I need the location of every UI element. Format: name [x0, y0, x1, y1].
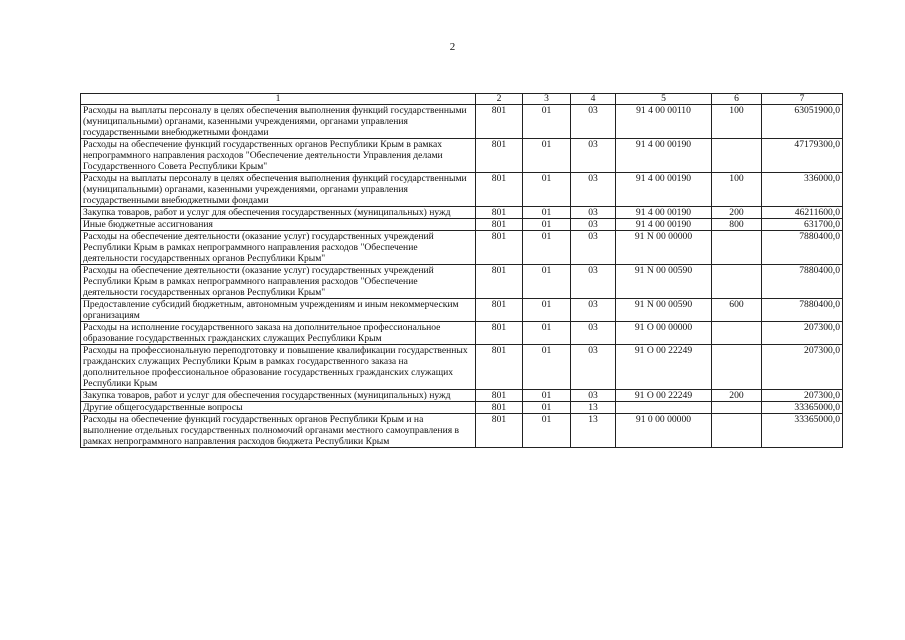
- row-description: Расходы на исполнение государственного заказа на дополнительное профессиональное образование государственных гражданских служащих Республики Крым: [81, 322, 476, 345]
- table-row: [81, 345, 843, 390]
- cell-ministry-code: 801: [476, 219, 523, 231]
- cell-amount: 207300,0: [762, 390, 843, 402]
- column-header: 3: [523, 94, 571, 105]
- cell-subsection-code: 03: [571, 322, 616, 345]
- cell-expense-type: [712, 414, 762, 448]
- cell-section-code: 01: [523, 414, 571, 448]
- table-row: [81, 265, 843, 299]
- page-number: 2: [449, 41, 456, 53]
- cell-section-code: 01: [523, 265, 571, 299]
- row-description: Расходы на обеспечение деятельности (оказание услуг) государственных учреждений Республики Крым в рамках непрограммного направления расходов "Обеспечение деятельности государственных органов Республики Крым": [81, 231, 476, 265]
- row-description: Другие общегосударственные вопросы: [81, 402, 476, 414]
- cell-subsection-code: 03: [571, 139, 616, 173]
- cell-section-code: 01: [523, 390, 571, 402]
- cell-target-article: 91 N 00 00590: [616, 299, 712, 322]
- cell-subsection-code: 03: [571, 345, 616, 390]
- cell-target-article: 91 О 00 22249: [616, 390, 712, 402]
- table-row: [81, 414, 843, 448]
- row-description: Расходы на обеспечение функций государственных органов Республики Крым в рамках непрограммного направления расходов "Обеспечение деятельности Управления делами Государственного Совета Республики Крым": [81, 139, 476, 173]
- cell-ministry-code: 801: [476, 173, 523, 207]
- cell-amount: 7880400,0: [762, 231, 843, 265]
- row-description: Иные бюджетные ассигнования: [81, 219, 476, 231]
- cell-amount: 336000,0: [762, 173, 843, 207]
- table-row: [81, 402, 843, 414]
- cell-subsection-code: 03: [571, 390, 616, 402]
- cell-section-code: 01: [523, 345, 571, 390]
- table-row: [81, 105, 843, 139]
- cell-section-code: 01: [523, 219, 571, 231]
- column-header: 1: [81, 94, 476, 105]
- table-row: [81, 207, 843, 219]
- cell-amount: 631700,0: [762, 219, 843, 231]
- cell-target-article: 91 О 00 00000: [616, 322, 712, 345]
- cell-amount: 207300,0: [762, 345, 843, 390]
- cell-expense-type: [712, 139, 762, 173]
- budget-table: [80, 93, 843, 448]
- cell-subsection-code: 13: [571, 402, 616, 414]
- cell-ministry-code: 801: [476, 139, 523, 173]
- cell-expense-type: 200: [712, 390, 762, 402]
- row-description: Расходы на обеспечение функций государственных органов Республики Крым и на выполнение отдельных государственных полномочий органами местного самоуправления в рамках непрограммного направления расходов бюджета Республики Крым: [81, 414, 476, 448]
- column-header: 5: [616, 94, 712, 105]
- cell-expense-type: 200: [712, 207, 762, 219]
- cell-amount: 7880400,0: [762, 265, 843, 299]
- cell-subsection-code: 03: [571, 173, 616, 207]
- cell-target-article: 91 4 00 00190: [616, 207, 712, 219]
- cell-section-code: 01: [523, 173, 571, 207]
- cell-target-article: 91 N 00 00590: [616, 265, 712, 299]
- cell-expense-type: 600: [712, 299, 762, 322]
- cell-target-article: 91 4 00 00190: [616, 139, 712, 173]
- cell-amount: 33365000,0: [762, 414, 843, 448]
- cell-section-code: 01: [523, 231, 571, 265]
- cell-subsection-code: 03: [571, 231, 616, 265]
- cell-expense-type: 100: [712, 105, 762, 139]
- table-row: [81, 231, 843, 265]
- cell-expense-type: 100: [712, 173, 762, 207]
- cell-expense-type: [712, 231, 762, 265]
- cell-target-article: 91 0 00 00000: [616, 414, 712, 448]
- cell-amount: 33365000,0: [762, 402, 843, 414]
- cell-target-article: 91 N 00 00000: [616, 231, 712, 265]
- cell-ministry-code: 801: [476, 322, 523, 345]
- cell-subsection-code: 13: [571, 414, 616, 448]
- cell-expense-type: [712, 345, 762, 390]
- table-row: [81, 322, 843, 345]
- cell-amount: 46211600,0: [762, 207, 843, 219]
- cell-ministry-code: 801: [476, 105, 523, 139]
- table-row: [81, 219, 843, 231]
- row-description: Расходы на профессиональную переподготовку и повышение квалификации государственных гражданских служащих Республики Крым в рамках государственного заказа на дополнительное профессиональное образование государственных гражданских служащих Республики Крым: [81, 345, 476, 390]
- cell-amount: 63051900,0: [762, 105, 843, 139]
- cell-target-article: [616, 402, 712, 414]
- cell-ministry-code: 801: [476, 345, 523, 390]
- row-description: Предоставление субсидий бюджетным, автономным учреждениям и иным некоммерческим организациям: [81, 299, 476, 322]
- cell-expense-type: [712, 322, 762, 345]
- cell-ministry-code: 801: [476, 414, 523, 448]
- table-body: [81, 105, 843, 448]
- row-description: Закупка товаров, работ и услуг для обеспечения государственных (муниципальных) нужд: [81, 207, 476, 219]
- cell-expense-type: [712, 265, 762, 299]
- cell-subsection-code: 03: [571, 265, 616, 299]
- cell-section-code: 01: [523, 139, 571, 173]
- cell-ministry-code: 801: [476, 402, 523, 414]
- header-row: [81, 94, 843, 105]
- column-header: 4: [571, 94, 616, 105]
- cell-ministry-code: 801: [476, 299, 523, 322]
- row-description: Расходы на выплаты персоналу в целях обеспечения выполнения функций государственными (муниципальными) органами, казенными учреждениями, органами управления государственными внебюджетными фондами: [81, 173, 476, 207]
- cell-amount: 207300,0: [762, 322, 843, 345]
- table-row: [81, 173, 843, 207]
- table-row: [81, 390, 843, 402]
- table-row: [81, 139, 843, 173]
- row-description: Расходы на обеспечение деятельности (оказание услуг) государственных учреждений Республики Крым в рамках непрограммного направления расходов "Обеспечение деятельности государственных органов Республики Крым": [81, 265, 476, 299]
- cell-section-code: 01: [523, 207, 571, 219]
- cell-subsection-code: 03: [571, 207, 616, 219]
- cell-expense-type: [712, 402, 762, 414]
- cell-amount: 47179300,0: [762, 139, 843, 173]
- column-header: 2: [476, 94, 523, 105]
- column-header: 7: [762, 94, 843, 105]
- row-description: Закупка товаров, работ и услуг для обеспечения государственных (муниципальных) нужд: [81, 390, 476, 402]
- cell-target-article: 91 4 00 00190: [616, 173, 712, 207]
- cell-ministry-code: 801: [476, 265, 523, 299]
- column-header: 6: [712, 94, 762, 105]
- table-row: [81, 299, 843, 322]
- cell-subsection-code: 03: [571, 105, 616, 139]
- cell-ministry-code: 801: [476, 390, 523, 402]
- cell-subsection-code: 03: [571, 219, 616, 231]
- cell-ministry-code: 801: [476, 231, 523, 265]
- row-description: Расходы на выплаты персоналу в целях обеспечения выполнения функций государственными (муниципальными) органами, казенными учреждениями, органами управления государственными внебюджетными фондами: [81, 105, 476, 139]
- cell-ministry-code: 801: [476, 207, 523, 219]
- cell-target-article: 91 4 00 00190: [616, 219, 712, 231]
- cell-target-article: 91 О 00 22249: [616, 345, 712, 390]
- cell-target-article: 91 4 00 00110: [616, 105, 712, 139]
- cell-amount: 7880400,0: [762, 299, 843, 322]
- cell-section-code: 01: [523, 402, 571, 414]
- cell-section-code: 01: [523, 322, 571, 345]
- cell-expense-type: 800: [712, 219, 762, 231]
- cell-subsection-code: 03: [571, 299, 616, 322]
- cell-section-code: 01: [523, 105, 571, 139]
- cell-section-code: 01: [523, 299, 571, 322]
